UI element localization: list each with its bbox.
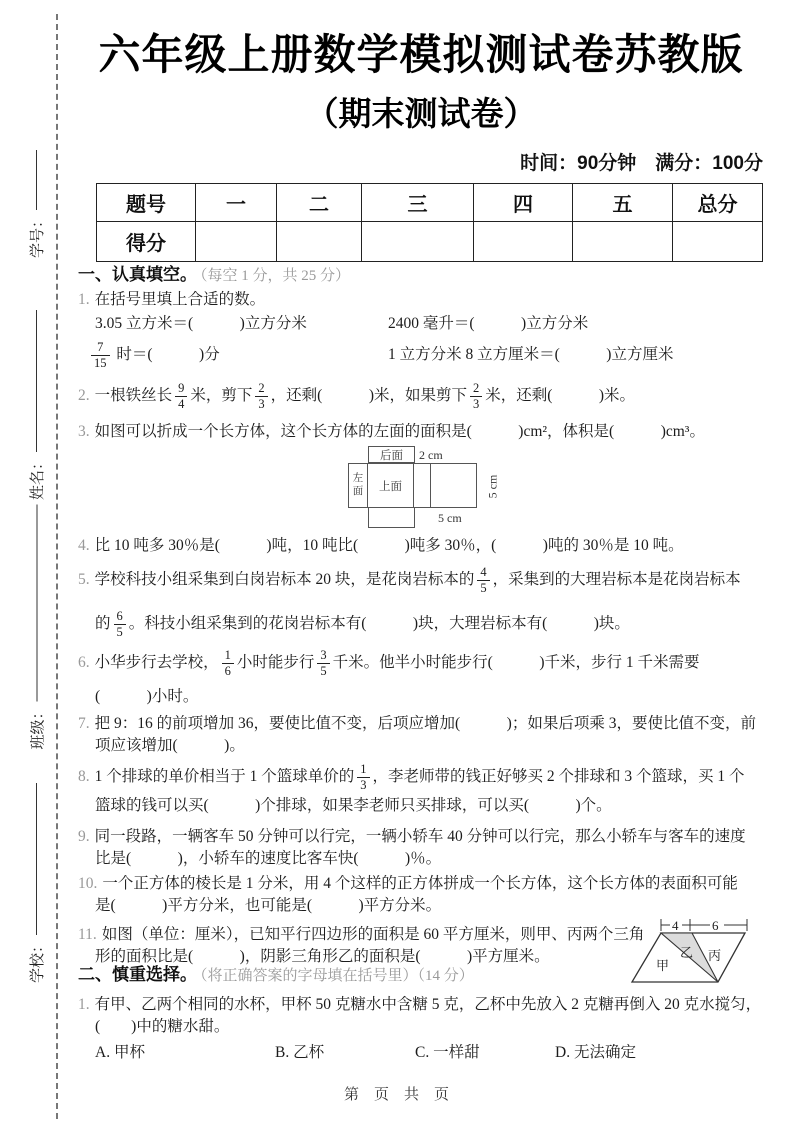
sidebar-field-class xyxy=(24,505,50,750)
score-table-header-cell: 二 xyxy=(277,184,362,222)
choice-option-c: C. 一样甜 xyxy=(415,1044,480,1061)
question-2-text: 米，剪下 xyxy=(190,387,253,404)
score-table-header-cell: 总分 xyxy=(673,184,763,222)
score-empty-cell xyxy=(474,222,573,262)
net-back-face xyxy=(368,446,415,463)
page-subtitle: （期末测试卷） xyxy=(305,95,537,132)
net-middle-strip xyxy=(348,463,477,508)
question-5-text: 的 xyxy=(95,615,111,632)
fraction-7-15: $\frac{7}{15}$ xyxy=(91,340,110,371)
question-11-number: 11. xyxy=(78,926,97,943)
question-8-text: 1 个排球的单价相当于 1 个篮球单价的 xyxy=(94,768,355,785)
school-blank-line xyxy=(36,783,37,935)
question-4-number: 4. xyxy=(78,537,90,554)
choice-question-1-number: 1. xyxy=(78,996,90,1013)
question-11-line-2: 形的面积比是( )，阴影三角形乙的面积是( )平方厘米。 xyxy=(95,948,550,965)
section-2-header xyxy=(78,964,474,987)
question-5-line-1 xyxy=(78,561,741,599)
fraction-9-4: $\frac{9}{4}$ xyxy=(175,381,187,412)
question-6-line-2: ( )小时。 xyxy=(95,688,199,705)
fraction-2-3: $\frac{2}{3}$ xyxy=(470,381,482,412)
dashed-cut-line xyxy=(56,14,58,1119)
question-1b: 2400 毫升＝( )立方分米 xyxy=(388,315,589,332)
section-2-note: （将正确答案的字母填在括号里）（14 分） xyxy=(200,968,474,984)
choice-option-d: D. 无法确定 xyxy=(555,1044,636,1061)
score-table-header-cell: 四 xyxy=(474,184,573,222)
question-1a: 3.05 立方米＝( )立方分米 xyxy=(95,315,307,332)
question-8-text: ，李老师带的钱正好够买 2 个排球和 3 个篮球，买 1 个 xyxy=(372,768,745,785)
page-title: 六年级上册数学模拟测试卷苏教版 xyxy=(98,31,744,78)
question-1d: 1 立方分米 8 立方厘米＝( )立方厘米 xyxy=(388,346,674,363)
score-empty-cell xyxy=(673,222,763,262)
question-8-number: 8. xyxy=(78,768,90,785)
question-6-text: 小华步行去学校， xyxy=(94,654,219,671)
net-5cm-right-label: 5 cm xyxy=(485,474,500,499)
question-2-text: 一根铁丝长 xyxy=(94,387,173,404)
question-6-number: 6. xyxy=(78,654,90,671)
score-empty-cell xyxy=(573,222,673,262)
question-11-line-1 xyxy=(78,924,644,946)
question-2 xyxy=(78,377,635,415)
question-10-number: 10. xyxy=(78,875,98,892)
section-1-header xyxy=(78,264,350,287)
question-5-text: 学校科技小组采集到白岗岩标本 20 块，是花岗岩标本的 xyxy=(94,571,475,588)
fraction-3-5: $\frac{3}{5}$ xyxy=(317,648,329,679)
score-empty-cell xyxy=(196,222,277,262)
choice-option-a: A. 甲杯 xyxy=(95,1044,145,1061)
net-top-label: 上面 xyxy=(379,480,402,493)
score-empty-cell xyxy=(277,222,362,262)
question-1c-text: 时＝( )分 xyxy=(112,346,220,363)
fraction-4-5: $\frac{4}{5}$ xyxy=(477,565,489,596)
question-2-text: 米，还剩( )米。 xyxy=(485,387,636,404)
fraction-1-6: $\frac{1}{6}$ xyxy=(222,648,234,679)
choice-question-1-text: 有甲、乙两个相同的水杯，甲杯 50 克糖水中含糖 5 克，乙杯中先放入 2 克糖再倒入 20 克水搅匀， xyxy=(94,996,762,1013)
question-4 xyxy=(78,535,684,557)
question-1-intro xyxy=(78,289,265,311)
score-row-label: 得分 xyxy=(97,222,196,262)
dimension-6-label: 6 xyxy=(712,918,719,933)
question-8-line-2: 篮球的钱可以买( )个排球，如果李老师只买排球，可以买( )个。 xyxy=(95,797,612,814)
page-footer: 第 页 共 页 xyxy=(343,1086,449,1103)
choice-question-1-line-1 xyxy=(78,994,761,1016)
dimension-4-label: 4 xyxy=(672,918,679,933)
score-table-header-cell: 三 xyxy=(362,184,474,222)
score-table-header-cell: 题号 xyxy=(97,184,196,222)
question-3-number: 3. xyxy=(78,423,90,440)
net-bottom-face xyxy=(368,507,415,528)
score-table-header-cell: 一 xyxy=(196,184,277,222)
sidebar-field-student-id xyxy=(23,150,49,258)
section-1-title: 一、认真填空。 xyxy=(78,265,197,284)
school-label: 学校： xyxy=(28,937,46,983)
sidebar-field-name xyxy=(23,310,49,500)
score-empty-cell xyxy=(362,222,474,262)
question-9-line-1 xyxy=(78,826,746,848)
question-3-text: 如图可以折成一个长方体，这个长方体的左面的面积是( )cm²，体积是( )cm³。 xyxy=(94,423,705,440)
question-7-line-2: 项应该增加( )。 xyxy=(95,737,245,754)
question-6-text: 小时能步行 xyxy=(236,654,315,671)
time-score-info: 时间：90分钟 满分：100分 xyxy=(520,153,763,174)
net-face-blank xyxy=(414,464,431,507)
question-6-text: 千米。他半小时能步行( )千米，步行 1 千米需要 xyxy=(332,654,700,671)
section-1-note: （每空 1 分，共 25 分） xyxy=(200,268,351,284)
question-5-line-2 xyxy=(95,605,630,643)
question-7-number: 7. xyxy=(78,715,90,732)
score-table xyxy=(96,183,763,262)
question-1-number: 1. xyxy=(78,291,90,308)
question-10-text: 一个正方体的棱长是 1 分米，用 4 个这样的正方体拼成一个长方体，这个长方体的表面积可能 xyxy=(102,875,738,892)
net-5cm-bottom-label: 5 cm xyxy=(438,511,462,525)
student-id-label: 学号： xyxy=(28,212,46,258)
net-left-face xyxy=(349,464,368,507)
class-blank-line xyxy=(36,505,37,702)
question-9-number: 9. xyxy=(78,828,90,845)
net-top-face xyxy=(368,464,414,507)
class-label: 班级： xyxy=(29,704,46,750)
choice-question-1-line-2: ( )中的糖水甜。 xyxy=(95,1018,230,1035)
question-2-text: ，还剩( )米，如果剪下 xyxy=(270,387,467,404)
question-10-line-2: 是( )平方分米，也可能是( )平方分米。 xyxy=(95,897,442,914)
question-6-line-1 xyxy=(78,644,699,682)
question-1c xyxy=(88,336,220,374)
net-face-blank xyxy=(431,464,476,507)
net-back-label: 后面 xyxy=(380,449,403,462)
question-5-text: ，采集到的大理岩标本是花岗岩标本 xyxy=(492,571,741,588)
score-table-header-cell: 五 xyxy=(573,184,673,222)
region-bing-label: 丙 xyxy=(708,948,722,963)
name-label: 姓名： xyxy=(28,454,46,500)
student-id-blank-line xyxy=(36,150,37,210)
question-9-line-2: 比是( )，小轿车的速度比客车快( )％。 xyxy=(95,850,442,867)
question-5-text: 。科技小组采集到的花岗岩标本有( )块，大理岩标本有( )块。 xyxy=(128,615,630,632)
fraction-2-3: $\frac{2}{3}$ xyxy=(255,381,267,412)
name-blank-line xyxy=(36,310,37,452)
question-7-text: 把 9：16 的前项增加 36，要使比值不变，后项应增加( )；如果后项乘 3，要使比值不变，前 xyxy=(94,715,756,732)
fraction-1-3: $\frac{1}{3}$ xyxy=(357,762,369,793)
net-left-label: 左面 xyxy=(352,473,364,497)
question-4-text: 比 10 吨多 30％是( )吨，10 吨比( )吨多 30％，( )吨的 30％是 10 吨。 xyxy=(94,537,684,554)
parallelogram-diagram xyxy=(628,912,768,990)
question-3 xyxy=(78,421,705,443)
net-2cm-label: 2 cm xyxy=(419,448,443,462)
fraction-6-5: $\frac{6}{5}$ xyxy=(114,609,126,640)
question-2-number: 2. xyxy=(78,387,90,404)
question-1-text: 在括号里填上合适的数。 xyxy=(94,291,266,308)
section-2-title: 二、慎重选择。 xyxy=(78,965,197,984)
sidebar-field-school xyxy=(23,783,49,983)
question-11-text: 如图（单位：厘米），已知平行四边形的面积是 60 平方厘米，则甲、丙两个三角 xyxy=(101,926,645,943)
choice-option-b: B. 乙杯 xyxy=(275,1044,325,1061)
question-8-line-1 xyxy=(78,758,745,796)
question-7-line-1 xyxy=(78,713,756,735)
question-5-number: 5. xyxy=(78,571,90,588)
question-9-text: 同一段路，一辆客车 50 分钟可以行完，一辆小轿车 40 分钟可以行完，那么小轿车与客车的速度 xyxy=(94,828,746,845)
box-net-diagram xyxy=(348,446,520,532)
region-jia-label: 甲 xyxy=(656,958,670,973)
region-yi-label: 乙 xyxy=(680,945,694,960)
question-10-line-1 xyxy=(78,873,738,895)
